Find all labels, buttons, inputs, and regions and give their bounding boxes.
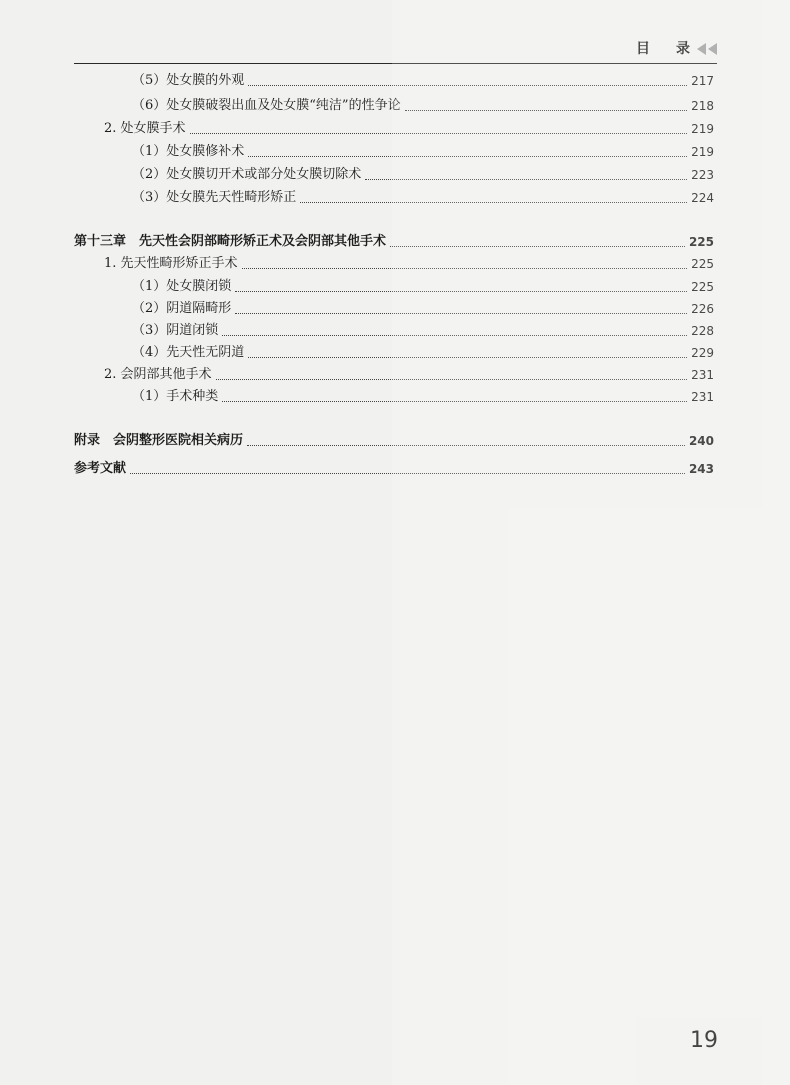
toc-entry-title: （1）处女膜修补术 — [132, 144, 245, 159]
header-title: 目录 — [636, 41, 716, 57]
dot-leader — [300, 201, 687, 203]
dot-leader — [247, 444, 685, 446]
header-rule — [74, 63, 717, 64]
toc-entry-page: 219 — [691, 122, 714, 136]
toc-entry-title: 1. 先天性畸形矫正手术 — [104, 256, 238, 271]
dot-leader — [130, 472, 685, 474]
toc-entry — [74, 118, 714, 140]
toc-entry-page: 225 — [691, 280, 714, 294]
toc-entry-page: 243 — [688, 462, 714, 476]
dot-leader — [405, 109, 688, 111]
toc-entry-page: 223 — [691, 168, 714, 182]
toc-entry-page: 218 — [691, 99, 714, 113]
dot-leader — [235, 312, 687, 314]
dot-leader — [365, 178, 687, 180]
toc-entry — [74, 253, 714, 275]
toc-entry — [74, 164, 714, 186]
toc-entry — [74, 298, 714, 320]
toc-entry — [74, 458, 714, 480]
toc-entry — [74, 276, 714, 298]
toc-entry — [74, 342, 714, 364]
toc-entry-title: 参考文献 — [74, 461, 127, 476]
dot-leader — [222, 400, 687, 402]
toc-entry-page: 231 — [691, 368, 714, 382]
toc-entry-title: （6）处女膜破裂出血及处女膜“纯洁”的性争论 — [132, 98, 401, 113]
toc-entry-title: 第十三章 先天性会阴部畸形矫正术及会阴部其他手术 — [74, 234, 387, 249]
toc-entry-title: （2）阴道隔畸形 — [132, 301, 232, 316]
toc-entry-page: 228 — [691, 324, 714, 338]
page-number: 19 — [690, 1028, 718, 1053]
dot-leader — [235, 290, 687, 292]
toc-entry — [74, 430, 714, 452]
toc-entry-title: 2. 处女膜手术 — [104, 121, 186, 136]
dot-leader — [242, 267, 688, 269]
toc-entry — [74, 320, 714, 342]
dot-leader — [248, 84, 687, 86]
toc-entry-page: 217 — [691, 74, 714, 88]
dot-leader — [216, 378, 688, 380]
toc-entry-page: 240 — [688, 434, 714, 448]
toc-entry-title: （5）处女膜的外观 — [132, 73, 245, 88]
toc-entry-title: 2. 会阴部其他手术 — [104, 367, 212, 382]
toc-entry — [74, 364, 714, 386]
toc-entry-title: （2）处女膜切开术或部分处女膜切除术 — [132, 167, 362, 182]
toc-entry-page: 229 — [691, 346, 714, 360]
dot-leader — [190, 132, 688, 134]
toc-entry — [74, 231, 714, 253]
toc-entry — [74, 70, 714, 92]
dot-leader — [248, 155, 687, 157]
toc-entry — [74, 386, 714, 408]
dot-leader — [222, 334, 687, 336]
dot-leader — [248, 356, 687, 358]
double-left-arrow-icon — [696, 42, 718, 56]
page-header — [0, 0, 790, 64]
toc-entry-page: 225 — [688, 235, 714, 249]
toc-entry-title: （3）处女膜先天性畸形矫正 — [132, 190, 297, 205]
toc-entry — [74, 141, 714, 163]
toc-entry — [74, 187, 714, 209]
toc-entry-title: （1）处女膜闭锁 — [132, 279, 232, 294]
toc-entry-page: 219 — [691, 145, 714, 159]
toc-entry-title: （4）先天性无阴道 — [132, 345, 245, 360]
toc-entry-page: 226 — [691, 302, 714, 316]
toc-entry-title: （1）手术种类 — [132, 389, 219, 404]
toc-entry — [74, 95, 714, 117]
toc-entry-title: （3）阴道闭锁 — [132, 323, 219, 338]
toc-entry-page: 224 — [691, 191, 714, 205]
toc-entry-title: 附录 会阴整形医院相关病历 — [74, 433, 244, 448]
toc-entry-page: 225 — [691, 257, 714, 271]
toc-entry-page: 231 — [691, 390, 714, 404]
dot-leader — [390, 245, 685, 247]
